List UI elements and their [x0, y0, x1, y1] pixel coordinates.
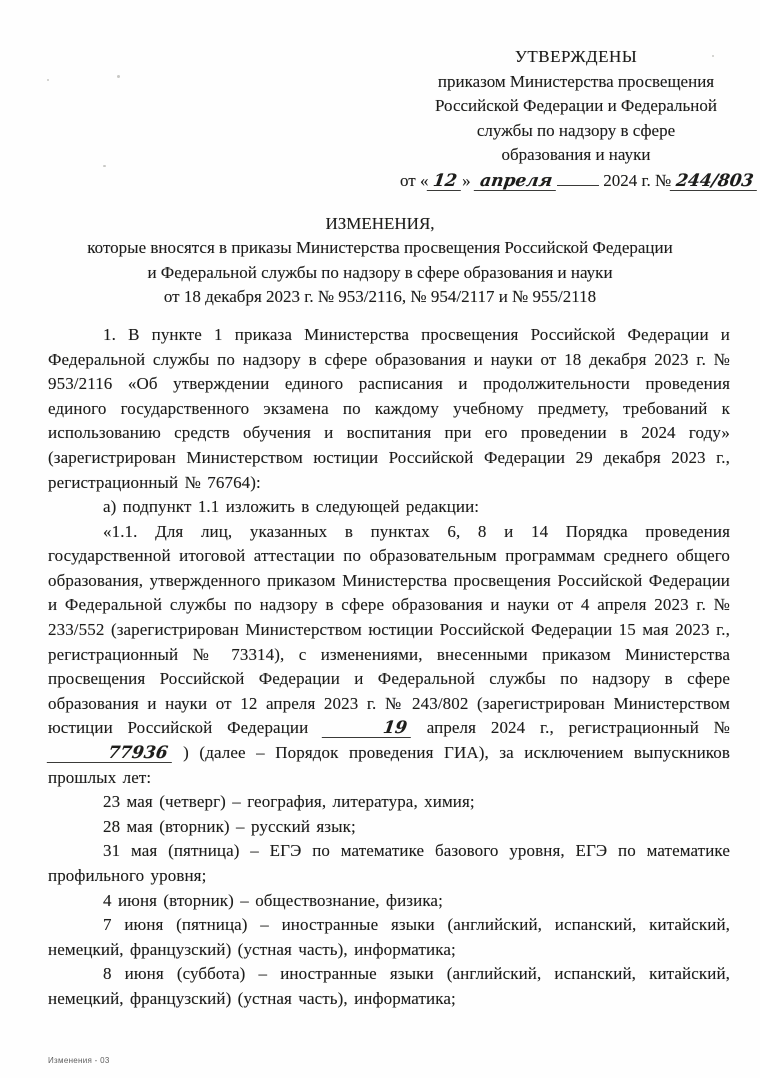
document-title: ИЗМЕНЕНИЯ,	[325, 213, 435, 233]
scan-speck	[712, 55, 714, 57]
approval-date-line	[400, 169, 755, 194]
paragraph-1: 1. В пункте 1 приказа Министерства просвещения Российской Федерации и Федеральной службы по надзору в сфере образования и науки от 18 декабря 2023 г. № 953/2116 «Об утверждении единого расписания и продолжительности проведения единого государственного экзамена по каждому учебному предмету, требований к использованию средств обучения и воспитания при его проведении в 2024 году» (зарегистрирован Министерством юстиции Российской Федерации 29 декабря 2023 г., регистрационный № 76764):	[48, 324, 730, 492]
approval-line: приказом Министерства просвещения	[437, 71, 715, 91]
title-line: и Федеральной службы по надзору в сфере образования и науки	[147, 262, 613, 282]
schedule-item: 31 мая (пятница) – ЕГЭ по математике базового уровня, ЕГЭ по математике профильного уровня;	[48, 841, 730, 885]
approval-line: образования и науки	[501, 145, 651, 165]
schedule-item: 23 мая (четверг) – география, литература, химия;	[103, 792, 475, 812]
title-line: от 18 декабря 2023 г. № 953/2116, № 954/2117 и № 955/2118	[163, 287, 597, 307]
scan-speck	[47, 79, 49, 81]
paragraph-3	[48, 520, 730, 791]
scan-speck	[103, 165, 106, 167]
handwritten-reg-number: 77936	[47, 745, 174, 763]
paragraph-2: а) подпункт 1.1 изложить в следующей редакции:	[103, 497, 480, 517]
document-body	[48, 323, 730, 1012]
blank-underline	[557, 185, 599, 186]
scan-speck	[117, 75, 120, 78]
handwritten-day: 12	[427, 173, 463, 191]
date-suffix: 2024 г. №	[598, 170, 672, 190]
paragraph-3-text: «1.1. Для лиц, указанных в пунктах 6, 8 и 14 Порядка проведения государственной итоговой аттестации по образовательным программам среднего общего образования, утвержденного приказом Министерства просвещения Российской Федерации и Федеральной службы по надзору в сфере образования и науки от 4 апреля 2023 г. № 233/552 (зарегистрирован Министерством юстиции Российской Федерации 15 мая 2023 г., регистрационный № 73314), с изменениями, внесенными приказом Министерства просвещения Российской Федерации и Федеральной службы по надзору в сфере образования и науки от 12 апреля 2023 г. № 243/802 (зарегистрирован Министерством юстиции Российской Федерации	[48, 521, 730, 738]
document-title-block	[0, 212, 760, 310]
paragraph-3-text: ) (далее – Порядок проведения ГИА), за исключением выпускников прошлых лет:	[48, 743, 730, 787]
date-prefix: от «	[400, 170, 429, 190]
schedule-item: 4 июня (вторник) – обществознание, физика;	[103, 890, 443, 910]
schedule-item: 8 июня (суббота) – иностранные языки (английский, испанский, китайский, немецкий, французский) (устная часть), информатика;	[48, 964, 730, 1008]
date-mid: »	[462, 170, 475, 190]
paragraph-3-text: апреля 2024 г., регистрационный №	[411, 718, 730, 738]
title-line: которые вносятся в приказы Министерства просвещения Российской Федерации	[87, 238, 673, 258]
approval-stamp-block	[400, 45, 755, 194]
schedule-item: 7 июня (пятница) – иностранные языки (английский, испанский, китайский, немецкий, французский) (устная часть), информатика;	[48, 915, 730, 959]
handwritten-month: апреля	[474, 173, 559, 191]
handwritten-order-number: 244/803	[670, 173, 760, 191]
page-footer-note: Изменения - 03	[48, 1056, 110, 1065]
approval-line: Российской Федерации и Федеральной	[435, 96, 717, 116]
schedule-item: 28 мая (вторник) – русский язык;	[103, 816, 356, 836]
approval-line: службы по надзору в сфере	[476, 120, 676, 140]
handwritten-reg-day: 19	[322, 720, 413, 738]
approval-heading: УТВЕРЖДЕНЫ	[514, 47, 638, 66]
